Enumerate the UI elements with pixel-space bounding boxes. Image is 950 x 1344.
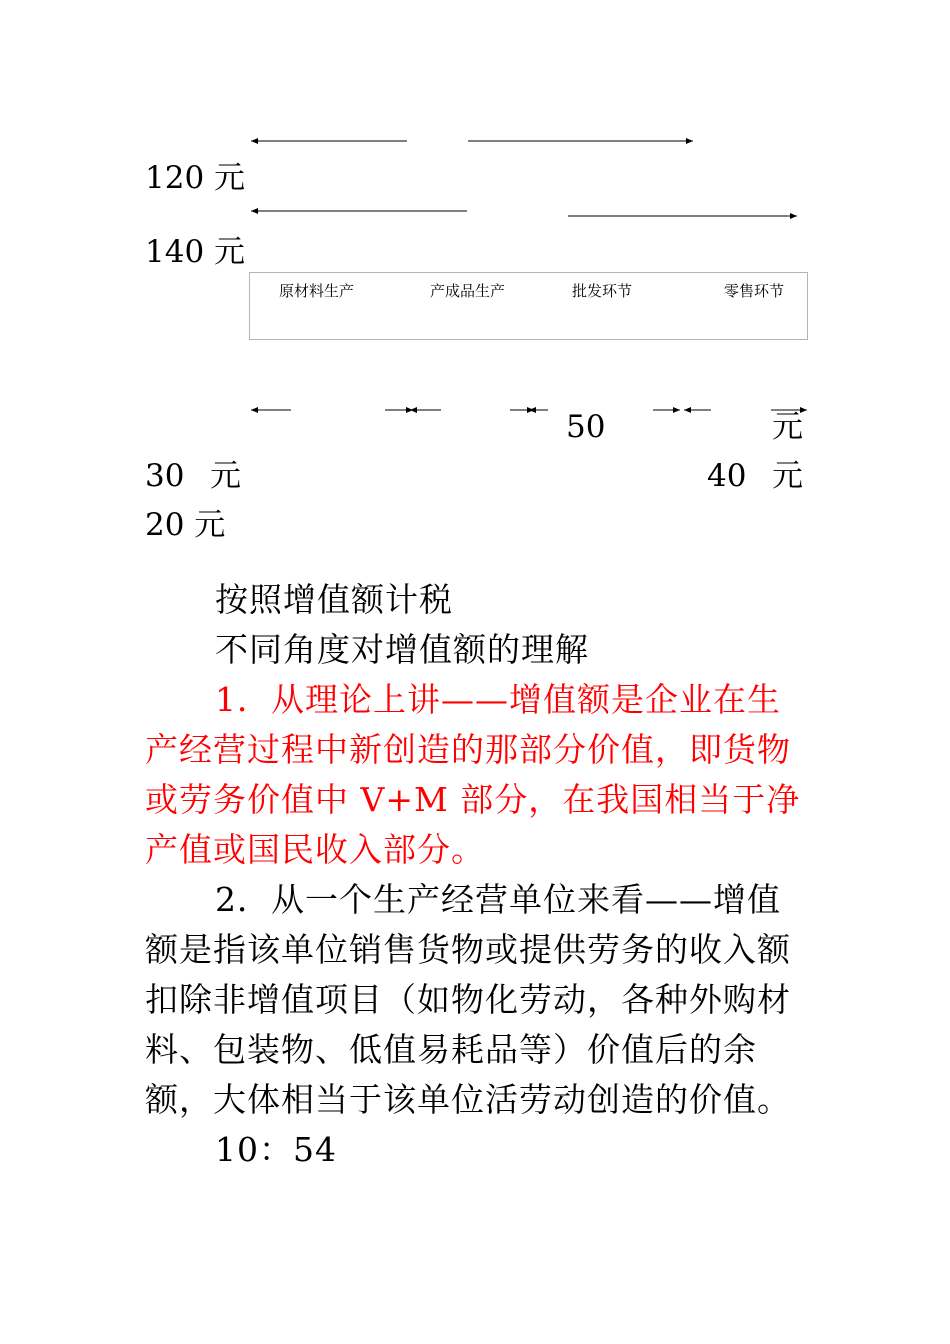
value-label-140: 140 元: [145, 234, 246, 270]
paragraph-enterprise: 2．从一个生产经营单位来看——增值额是指该单位销售货物或提供劳务的收入额扣除非增值项目（如物化劳动，各种外购材料、包装物、低值易耗品等）价值后的余额，大体相当于该单位活劳动创造的价值。: [145, 880, 791, 1119]
value-label-20: 20 元: [145, 507, 226, 543]
value-label-120: 120 元: [145, 160, 246, 196]
body-text: [145, 575, 805, 1175]
time-note: 10：54: [215, 1130, 337, 1169]
value-label-yuan-40: 元: [772, 458, 803, 494]
value-label-40: 40: [707, 458, 747, 494]
value-label-yuan-50: 元: [772, 409, 803, 445]
heading-vat-basis: 按照增值额计税: [215, 580, 453, 619]
heading-perspectives: 不同角度对增值额的理解: [215, 630, 589, 669]
stage-retail: 零售环节: [724, 282, 785, 300]
stage-raw-material: 原材料生产: [279, 282, 355, 300]
value-label-30: 30: [145, 458, 185, 494]
stage-wholesale: 批发环节: [572, 282, 633, 300]
value-label-50: 50: [566, 409, 606, 445]
value-label-yuan-30: 元: [210, 458, 241, 494]
stage-finished-product: 产成品生产: [430, 282, 506, 300]
paragraph-theory: 1．从理论上讲——增值额是企业在生产经营过程中新创造的那部分价值，即货物或劳务价值中 V+M 部分，在我国相当于净产值或国民收入部分。: [145, 680, 801, 869]
